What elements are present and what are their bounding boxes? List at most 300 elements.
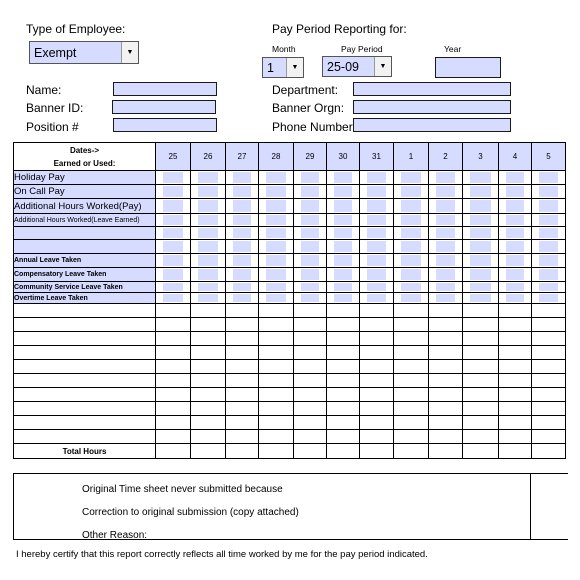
hours-cell[interactable] (294, 388, 327, 402)
hours-cell[interactable] (499, 214, 532, 227)
hours-cell[interactable] (499, 360, 532, 374)
name-label: Name: (26, 83, 62, 97)
hours-cell[interactable] (294, 240, 327, 254)
hours-cell[interactable] (259, 171, 294, 185)
hours-cell[interactable] (294, 332, 327, 346)
hours-cell[interactable] (463, 416, 499, 430)
hours-cell[interactable] (532, 416, 566, 430)
hours-cell[interactable] (499, 346, 532, 360)
month-value: 1 (267, 60, 274, 75)
row-label: Community Service Leave Taken (14, 282, 156, 293)
hours-cell[interactable] (259, 293, 294, 304)
hours-cell[interactable] (327, 374, 360, 388)
hours-cell[interactable] (191, 214, 226, 227)
hours-cell[interactable] (156, 402, 191, 416)
employee-type-value: Exempt (34, 45, 77, 60)
hours-cell[interactable] (156, 185, 191, 199)
hours-cell[interactable] (394, 171, 429, 185)
hours-cell[interactable] (499, 268, 532, 282)
certification-statement: I hereby certify that this report correctly reflects all time worked by me for the pay period indicated. (16, 549, 428, 560)
hours-cell[interactable] (226, 214, 259, 227)
hours-cell[interactable] (499, 185, 532, 199)
hours-cell[interactable] (499, 416, 532, 430)
hours-cell[interactable] (327, 402, 360, 416)
hours-cell[interactable] (191, 360, 226, 374)
year-field[interactable] (435, 57, 501, 78)
hours-cell[interactable] (360, 171, 394, 185)
hours-cell[interactable] (327, 185, 360, 199)
hours-cell[interactable] (532, 214, 566, 227)
hours-cell[interactable] (360, 402, 394, 416)
chevron-down-icon: ▼ (374, 57, 391, 76)
hours-cell[interactable] (226, 304, 259, 318)
hours-cell[interactable] (156, 227, 191, 240)
hours-cell[interactable] (360, 360, 394, 374)
hours-cell[interactable] (360, 268, 394, 282)
hours-cell[interactable] (259, 268, 294, 282)
hours-cell[interactable] (463, 185, 499, 199)
hours-cell[interactable] (327, 268, 360, 282)
hours-cell[interactable] (532, 388, 566, 402)
hours-cell[interactable] (156, 293, 191, 304)
hours-cell[interactable] (429, 402, 463, 416)
hours-cell[interactable] (294, 402, 327, 416)
hours-cell[interactable] (226, 416, 259, 430)
hours-cell[interactable] (156, 254, 191, 268)
hours-cell[interactable] (394, 240, 429, 254)
hours-cell[interactable] (360, 304, 394, 318)
hours-cell[interactable] (327, 304, 360, 318)
hours-cell[interactable] (499, 402, 532, 416)
hours-cell[interactable] (294, 268, 327, 282)
hours-cell[interactable] (226, 402, 259, 416)
hours-cell[interactable] (226, 430, 259, 444)
hours-cell[interactable] (360, 332, 394, 346)
hours-cell[interactable] (463, 374, 499, 388)
hours-cell[interactable] (294, 346, 327, 360)
row-label (14, 304, 156, 318)
hours-cell[interactable] (156, 318, 191, 332)
hours-cell (259, 444, 294, 459)
hours-cell (156, 444, 191, 459)
hours-cell[interactable] (532, 293, 566, 304)
hours-cell[interactable] (394, 318, 429, 332)
hours-cell[interactable] (327, 416, 360, 430)
hours-cell[interactable] (360, 240, 394, 254)
hours-cell[interactable] (429, 171, 463, 185)
hours-cell (226, 444, 259, 459)
hours-cell[interactable] (327, 332, 360, 346)
hours-cell[interactable] (156, 282, 191, 293)
hours-cell[interactable] (226, 185, 259, 199)
hours-cell[interactable] (327, 199, 360, 214)
hours-cell (191, 444, 226, 459)
hours-cell[interactable] (394, 402, 429, 416)
hours-cell[interactable] (294, 171, 327, 185)
hours-cell[interactable] (191, 430, 226, 444)
hours-cell[interactable] (532, 346, 566, 360)
hours-cell[interactable] (226, 268, 259, 282)
hours-cell[interactable] (463, 254, 499, 268)
hours-cell[interactable] (360, 346, 394, 360)
position-field[interactable] (113, 118, 217, 132)
hours-cell[interactable] (394, 254, 429, 268)
hours-cell[interactable] (499, 388, 532, 402)
hours-cell[interactable] (429, 374, 463, 388)
timesheet-row (14, 240, 566, 254)
hours-cell[interactable] (360, 293, 394, 304)
date-header: 2 (429, 143, 463, 171)
hours-cell[interactable] (429, 227, 463, 240)
hours-cell[interactable] (259, 227, 294, 240)
hours-cell[interactable] (394, 388, 429, 402)
hours-cell[interactable] (463, 388, 499, 402)
hours-cell[interactable] (259, 332, 294, 346)
hours-cell[interactable] (259, 185, 294, 199)
hours-cell[interactable] (156, 268, 191, 282)
hours-cell[interactable] (532, 304, 566, 318)
hours-cell[interactable] (360, 185, 394, 199)
hours-cell[interactable] (394, 214, 429, 227)
hours-cell[interactable] (463, 318, 499, 332)
hours-cell[interactable] (532, 402, 566, 416)
hours-cell[interactable] (429, 254, 463, 268)
hours-cell[interactable] (226, 199, 259, 214)
hours-cell[interactable] (499, 430, 532, 444)
hours-cell[interactable] (499, 227, 532, 240)
hours-cell[interactable] (360, 199, 394, 214)
hours-cell[interactable] (226, 171, 259, 185)
hours-cell[interactable] (532, 268, 566, 282)
hours-cell[interactable] (532, 282, 566, 293)
hours-cell[interactable] (156, 346, 191, 360)
hours-cell[interactable] (499, 240, 532, 254)
hours-cell[interactable] (156, 416, 191, 430)
hours-cell[interactable] (191, 293, 226, 304)
hours-cell[interactable] (294, 227, 327, 240)
hours-cell[interactable] (156, 240, 191, 254)
phone-number-field[interactable] (353, 118, 511, 132)
hours-cell[interactable] (429, 416, 463, 430)
date-header: 4 (499, 143, 532, 171)
hours-cell[interactable] (191, 240, 226, 254)
hours-cell[interactable] (191, 304, 226, 318)
hours-cell[interactable] (429, 430, 463, 444)
hours-cell[interactable] (532, 240, 566, 254)
hours-cell[interactable] (294, 185, 327, 199)
hours-cell[interactable] (429, 304, 463, 318)
hours-cell[interactable] (327, 214, 360, 227)
row-label (14, 346, 156, 360)
hours-cell[interactable] (499, 374, 532, 388)
hours-cell[interactable] (226, 254, 259, 268)
row-label (14, 402, 156, 416)
timesheet-row (14, 332, 566, 346)
row-label (14, 416, 156, 430)
hours-cell[interactable] (156, 374, 191, 388)
hours-cell[interactable] (156, 214, 191, 227)
hours-cell[interactable] (463, 346, 499, 360)
hours-cell[interactable] (226, 293, 259, 304)
hours-cell[interactable] (463, 268, 499, 282)
hours-cell[interactable] (294, 254, 327, 268)
hours-cell[interactable] (327, 360, 360, 374)
hours-cell[interactable] (191, 402, 226, 416)
hours-cell[interactable] (294, 430, 327, 444)
hours-cell[interactable] (360, 318, 394, 332)
hours-cell[interactable] (532, 430, 566, 444)
date-header: 5 (532, 143, 566, 171)
hours-cell[interactable] (463, 171, 499, 185)
hours-cell[interactable] (532, 227, 566, 240)
hours-cell[interactable] (394, 293, 429, 304)
row-label: Overtime Leave Taken (14, 293, 156, 304)
hours-cell[interactable] (532, 185, 566, 199)
hours-cell[interactable] (463, 402, 499, 416)
total-hours-label: Total Hours (14, 444, 156, 459)
row-label: Compensatory Leave Taken (14, 268, 156, 282)
row-label (14, 374, 156, 388)
hours-cell[interactable] (191, 374, 226, 388)
hours-cell[interactable] (294, 293, 327, 304)
timesheet-row (14, 171, 566, 185)
hours-cell (429, 444, 463, 459)
hours-cell[interactable] (226, 240, 259, 254)
timesheet-row (14, 346, 566, 360)
hours-cell[interactable] (532, 171, 566, 185)
hours-cell[interactable] (360, 388, 394, 402)
hours-cell[interactable] (360, 214, 394, 227)
timesheet-row (14, 214, 566, 227)
hours-cell[interactable] (327, 254, 360, 268)
hours-cell[interactable] (226, 282, 259, 293)
hours-cell[interactable] (294, 416, 327, 430)
date-header: 26 (191, 143, 226, 171)
banner-id-label: Banner ID: (26, 101, 84, 115)
hours-cell[interactable] (259, 346, 294, 360)
hours-cell[interactable] (226, 346, 259, 360)
dates-header-cell (14, 143, 156, 171)
hours-cell[interactable] (499, 293, 532, 304)
hours-cell[interactable] (463, 227, 499, 240)
hours-cell[interactable] (394, 360, 429, 374)
hours-cell[interactable] (327, 227, 360, 240)
row-label: On Call Pay (14, 185, 156, 199)
hours-cell[interactable] (429, 199, 463, 214)
hours-cell[interactable] (327, 346, 360, 360)
hours-cell[interactable] (463, 240, 499, 254)
date-header: 30 (327, 143, 360, 171)
hours-cell[interactable] (360, 430, 394, 444)
hours-cell[interactable] (191, 332, 226, 346)
timesheet-row (14, 304, 566, 318)
hours-cell[interactable] (226, 318, 259, 332)
hours-cell[interactable] (463, 304, 499, 318)
hours-cell[interactable] (226, 388, 259, 402)
hours-cell[interactable] (360, 227, 394, 240)
hours-cell[interactable] (259, 430, 294, 444)
hours-cell[interactable] (532, 360, 566, 374)
hours-cell[interactable] (360, 282, 394, 293)
hours-cell[interactable] (259, 318, 294, 332)
hours-cell[interactable] (156, 304, 191, 318)
hours-cell[interactable] (294, 360, 327, 374)
hours-cell[interactable] (532, 332, 566, 346)
hours-cell[interactable] (156, 332, 191, 346)
hours-cell[interactable] (294, 318, 327, 332)
hours-cell[interactable] (463, 282, 499, 293)
hours-cell[interactable] (429, 346, 463, 360)
hours-cell[interactable] (259, 254, 294, 268)
row-label (14, 318, 156, 332)
hours-cell[interactable] (394, 199, 429, 214)
hours-cell[interactable] (429, 214, 463, 227)
hours-cell[interactable] (429, 360, 463, 374)
hours-cell[interactable] (429, 282, 463, 293)
hours-cell[interactable] (226, 360, 259, 374)
hours-cell[interactable] (191, 199, 226, 214)
hours-cell[interactable] (394, 268, 429, 282)
reason-correction: Correction to original submission (copy attached) (82, 507, 299, 518)
date-header-row (14, 143, 566, 171)
dates-header-line2: Earned or Used: (53, 158, 116, 168)
hours-cell[interactable] (463, 430, 499, 444)
hours-cell[interactable] (156, 430, 191, 444)
hours-cell[interactable] (156, 199, 191, 214)
hours-cell[interactable] (499, 332, 532, 346)
hours-cell[interactable] (499, 171, 532, 185)
hours-cell[interactable] (394, 304, 429, 318)
hours-cell[interactable] (463, 293, 499, 304)
hours-cell[interactable] (156, 171, 191, 185)
hours-cell[interactable] (191, 388, 226, 402)
hours-cell[interactable] (327, 430, 360, 444)
hours-cell[interactable] (226, 374, 259, 388)
hours-cell[interactable] (360, 374, 394, 388)
banner-orgn-label: Banner Orgn: (272, 101, 345, 115)
hours-cell[interactable] (259, 402, 294, 416)
hours-cell[interactable] (259, 416, 294, 430)
hours-cell[interactable] (429, 240, 463, 254)
hours-cell[interactable] (191, 268, 226, 282)
hours-cell[interactable] (226, 332, 259, 346)
hours-cell[interactable] (294, 282, 327, 293)
hours-cell[interactable] (360, 254, 394, 268)
banner-id-field[interactable] (112, 100, 216, 114)
reason-side-box (531, 473, 568, 540)
hours-cell[interactable] (259, 240, 294, 254)
hours-cell[interactable] (259, 374, 294, 388)
hours-cell[interactable] (191, 171, 226, 185)
hours-cell[interactable] (463, 332, 499, 346)
hours-cell[interactable] (532, 199, 566, 214)
hours-cell[interactable] (429, 185, 463, 199)
employee-type-select[interactable] (29, 41, 139, 64)
hours-cell[interactable] (429, 388, 463, 402)
hours-cell[interactable] (226, 227, 259, 240)
hours-cell[interactable] (156, 388, 191, 402)
timesheet-row (14, 293, 566, 304)
hours-cell[interactable] (327, 293, 360, 304)
timesheet-row (14, 416, 566, 430)
hours-cell[interactable] (429, 332, 463, 346)
hours-cell[interactable] (259, 360, 294, 374)
month-select[interactable] (262, 57, 304, 78)
row-label: Additional Hours Worked(Leave Earned) (14, 214, 156, 227)
hours-cell[interactable] (259, 214, 294, 227)
hours-cell[interactable] (429, 293, 463, 304)
hours-cell[interactable] (327, 388, 360, 402)
hours-cell[interactable] (156, 360, 191, 374)
row-label (14, 360, 156, 374)
timesheet-row (14, 388, 566, 402)
hours-cell[interactable] (191, 318, 226, 332)
hours-cell[interactable] (394, 227, 429, 240)
banner-orgn-field[interactable] (353, 100, 511, 114)
hours-cell[interactable] (360, 416, 394, 430)
hours-cell[interactable] (532, 374, 566, 388)
hours-cell[interactable] (294, 304, 327, 318)
hours-cell[interactable] (429, 268, 463, 282)
hours-cell[interactable] (259, 388, 294, 402)
department-field[interactable] (353, 82, 511, 96)
pay-period-select[interactable] (322, 56, 392, 77)
hours-cell[interactable] (191, 346, 226, 360)
hours-cell[interactable] (191, 185, 226, 199)
hours-cell[interactable] (327, 282, 360, 293)
timesheet-table (13, 142, 566, 459)
hours-cell[interactable] (259, 304, 294, 318)
hours-cell[interactable] (463, 214, 499, 227)
hours-cell (327, 444, 360, 459)
hours-cell[interactable] (499, 318, 532, 332)
reason-other: Other Reason: (82, 530, 148, 541)
hours-cell[interactable] (327, 240, 360, 254)
hours-cell[interactable] (191, 227, 226, 240)
hours-cell[interactable] (499, 199, 532, 214)
timesheet-row (14, 444, 566, 459)
hours-cell[interactable] (499, 254, 532, 268)
hours-cell[interactable] (294, 214, 327, 227)
hours-cell[interactable] (191, 254, 226, 268)
hours-cell[interactable] (394, 374, 429, 388)
hours-cell[interactable] (327, 171, 360, 185)
hours-cell[interactable] (499, 304, 532, 318)
hours-cell[interactable] (532, 318, 566, 332)
pay-period-value: 25-09 (327, 59, 359, 74)
hours-cell[interactable] (394, 332, 429, 346)
hours-cell[interactable] (191, 282, 226, 293)
hours-cell[interactable] (532, 254, 566, 268)
hours-cell[interactable] (394, 185, 429, 199)
hours-cell[interactable] (429, 318, 463, 332)
hours-cell[interactable] (294, 374, 327, 388)
hours-cell[interactable] (327, 318, 360, 332)
hours-cell[interactable] (463, 360, 499, 374)
hours-cell[interactable] (394, 416, 429, 430)
name-field[interactable] (113, 82, 217, 96)
hours-cell[interactable] (394, 346, 429, 360)
timesheet-row (14, 227, 566, 240)
hours-cell[interactable] (394, 430, 429, 444)
hours-cell[interactable] (294, 199, 327, 214)
hours-cell[interactable] (259, 282, 294, 293)
hours-cell[interactable] (463, 199, 499, 214)
hours-cell[interactable] (259, 199, 294, 214)
hours-cell[interactable] (191, 416, 226, 430)
hours-cell[interactable] (394, 282, 429, 293)
hours-cell[interactable] (499, 282, 532, 293)
